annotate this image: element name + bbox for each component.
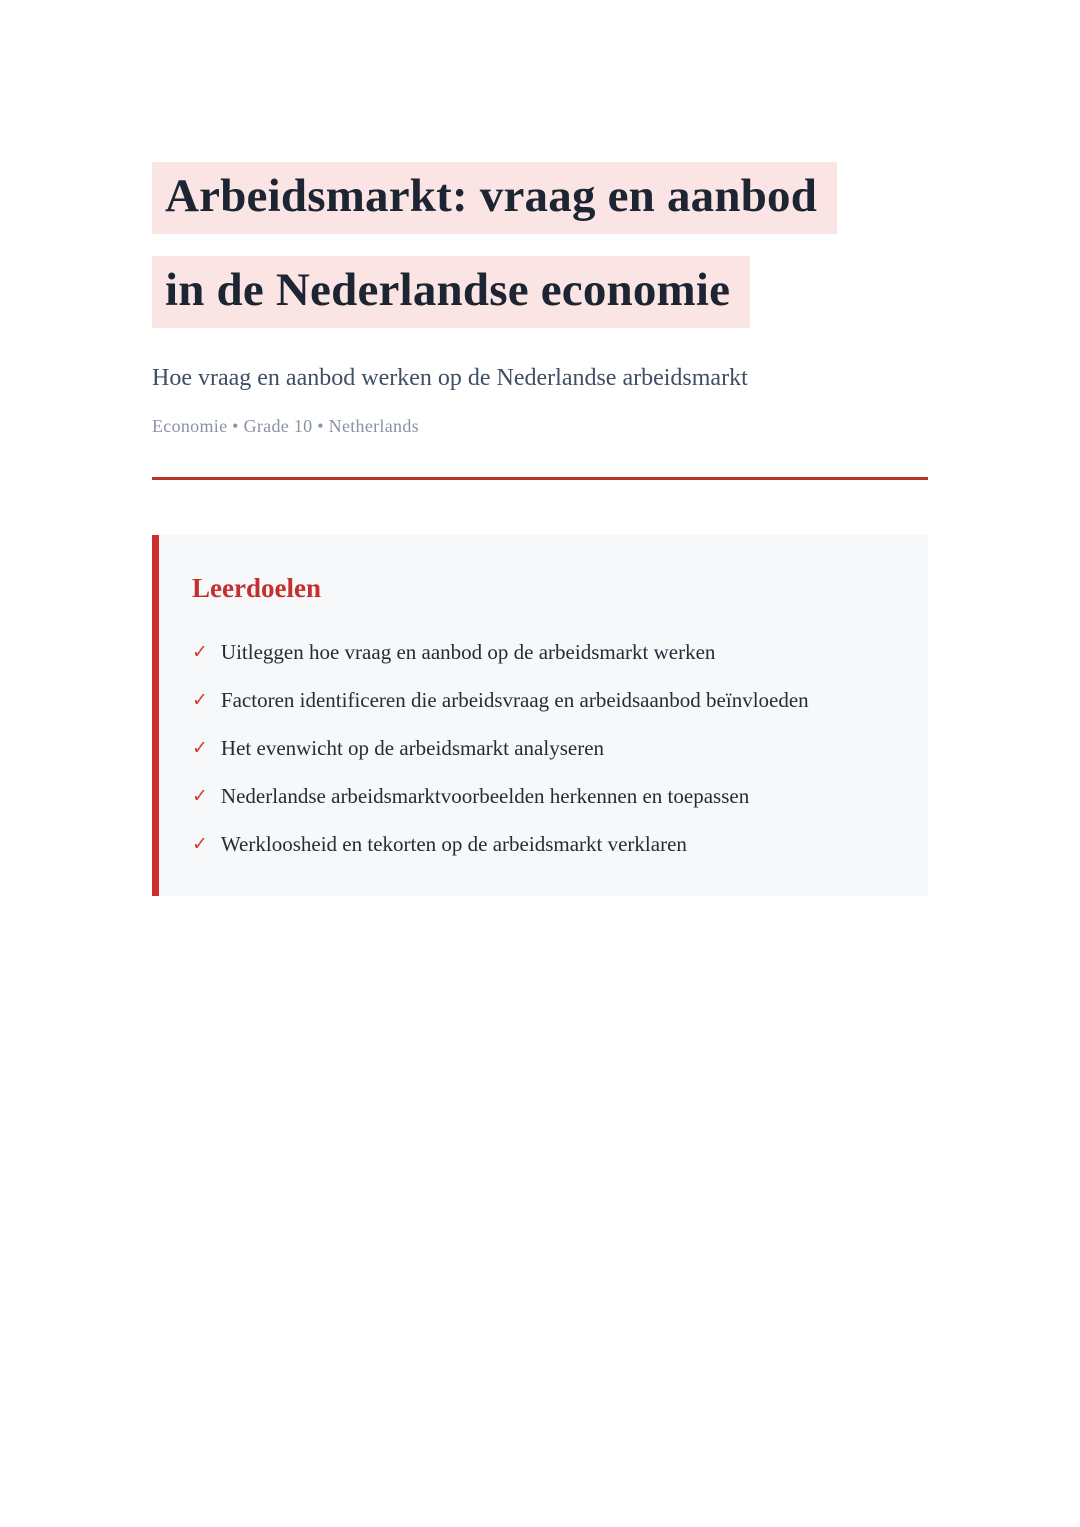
- checkmark-icon: ✓: [192, 736, 208, 759]
- goal-item: [192, 682, 888, 718]
- page-title-line-2: in de Nederlandse economie: [152, 256, 750, 328]
- divider-rule: [152, 477, 928, 480]
- goal-text: Uitleggen hoe vraag en aanbod op de arbeidsmarkt werken: [220, 639, 716, 664]
- goal-item: [192, 778, 888, 814]
- page-subtitle: Hoe vraag en aanbod werken op de Nederlandse arbeidsmarkt: [152, 365, 748, 392]
- checkmark-icon: ✓: [192, 832, 208, 855]
- learning-goals-list: [192, 634, 888, 862]
- goal-text: Nederlandse arbeidsmarktvoorbeelden herkennen en toepassen: [220, 783, 750, 808]
- checkmark-icon: ✓: [192, 784, 208, 807]
- meta-line: Economie • Grade 10 • Netherlands: [152, 415, 419, 436]
- goal-text: Het evenwicht op de arbeidsmarkt analyseren: [220, 735, 605, 760]
- learning-goals-heading: Leerdoelen: [192, 572, 321, 603]
- checkmark-icon: ✓: [192, 640, 208, 663]
- page-title-line-1: Arbeidsmarkt: vraag en aanbod: [152, 162, 837, 234]
- checkmark-icon: ✓: [192, 688, 208, 711]
- goal-text: Factoren identificeren die arbeidsvraag en arbeidsaanbod beïnvloeden: [220, 687, 809, 712]
- goal-item: [192, 826, 888, 862]
- learning-goals-card: [152, 535, 928, 896]
- goal-item: [192, 634, 888, 670]
- goal-text: Werkloosheid en tekorten op de arbeidsmarkt verklaren: [220, 831, 687, 856]
- page-title: [152, 162, 928, 328]
- goal-item: [192, 730, 888, 766]
